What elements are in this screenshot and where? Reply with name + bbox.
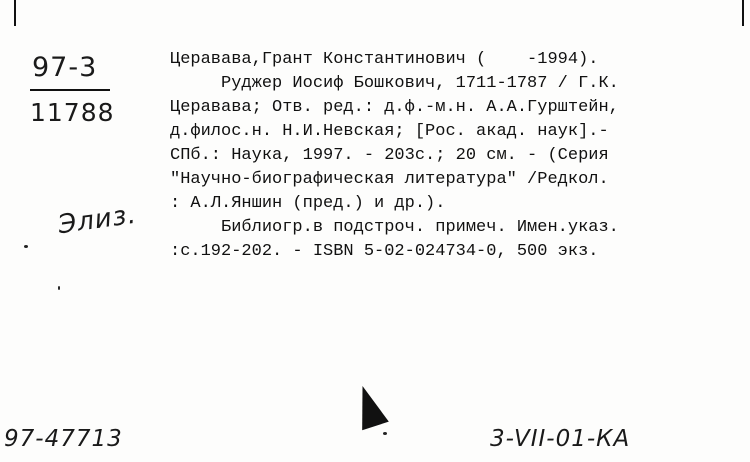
- entry-line-notes: Библиогр.в подстроч. примеч. Имен.указ.: [170, 218, 619, 237]
- entry-line-responsibility: Церавава; Отв. ред.: д.ф.-м.н. А.А.Гурштейн,: [170, 98, 619, 117]
- accession-number-left: 97-47713: [4, 426, 123, 452]
- ink-blot: [349, 382, 389, 431]
- ink-speck: [58, 286, 60, 290]
- shelfmark-divider: [30, 89, 110, 91]
- handwritten-note: Элиз.: [56, 199, 139, 241]
- entry-line-author: Церавава,Грант Константинович ( -1994).: [170, 50, 599, 69]
- entry-line-series-editor: : А.Л.Яншин (пред.) и др.).: [170, 194, 446, 213]
- card-frame-top-right: [742, 0, 744, 26]
- ink-speck: [383, 432, 387, 435]
- entry-line-series: "Научно-биографическая литература" /Редкол.: [170, 170, 609, 189]
- entry-line-isbn: :с.192-202. - ISBN 5-02-024734-0, 500 экз.: [170, 242, 599, 261]
- shelfmark-bottom: 11788: [30, 98, 115, 127]
- ink-speck: [24, 245, 28, 248]
- accession-date-right: 3-VII-01-КА: [490, 426, 631, 452]
- entry-line-publication: СПб.: Наука, 1997. - 203с.; 20 см. - (Серия: [170, 146, 609, 165]
- catalog-entry: [170, 48, 740, 264]
- entry-line-title: Руджер Иосиф Бошкович, 1711-1787 / Г.К.: [170, 74, 619, 93]
- shelfmark-top: 97-3: [32, 52, 98, 83]
- card-frame-top-left: [14, 0, 16, 26]
- entry-line-responsibility-cont: д.филос.н. Н.И.Невская; [Рос. акад. наук].-: [170, 122, 609, 141]
